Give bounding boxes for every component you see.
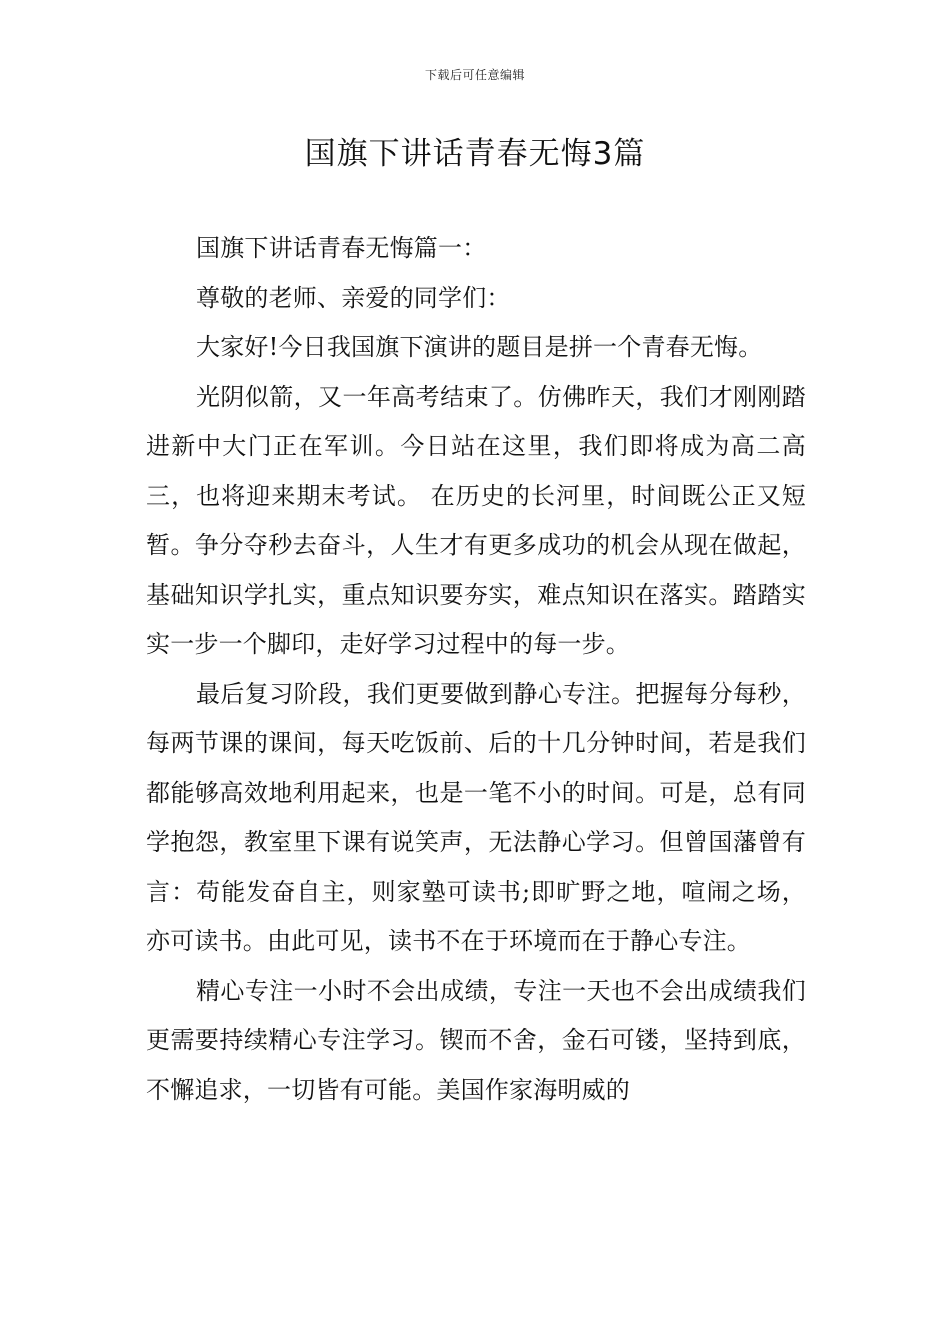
body-paragraph: 精心专注一小时不会出成绩，专注一天也不会出成绩我们更需要持续精心专注学习。锲而不舍，金石可镂，坚持到底，不懈追求，一切皆有可能。美国作家海明威的 [146, 976, 806, 1104]
document-body [146, 224, 806, 1115]
document-title: 国旗下讲话青春无悔3篇 [304, 136, 646, 172]
header-note: 下载后可任意编辑 [424, 68, 525, 82]
greeting-paragraph: 大家好!今日我国旗下演讲的题目是拼一个青春无悔。 [196, 333, 763, 361]
body-paragraph: 最后复习阶段，我们更要做到静心专注。把握每分每秒，每两节课的课间，每天吃饭前、后的十几分钟时间，若是我们都能够高效地利用起来，也是一笔不小的时间。可是，总有同学抱怨，教室里下课有说笑声，无法静心学习。但曾国藩曾有言：苟能发奋自主，则家塾可读书;即旷野之地，喧闹之场，亦可读书。由此可见，读书不在于环境而在于静心专注。 [146, 679, 806, 955]
section-heading: 国旗下讲话青春无悔篇一： [196, 234, 487, 262]
body-paragraph: 光阴似箭，又一年高考结束了。仿佛昨天，我们才刚刚踏进新中大门正在军训。今日站在这里，我们即将成为高二高三，也将迎来期末考试。 在历史的长河里，时间既公正又短暂。争分夺秒去奋斗，人生才有更多成功的机会从现在做起，基础知识学扎实，重点知识要夯实，难点知识在落实。踏踏实实一步一个脚印，走好学习过程中的每一步。 [146, 382, 806, 658]
salutation: 尊敬的老师、亲爱的同学们： [196, 283, 511, 312]
